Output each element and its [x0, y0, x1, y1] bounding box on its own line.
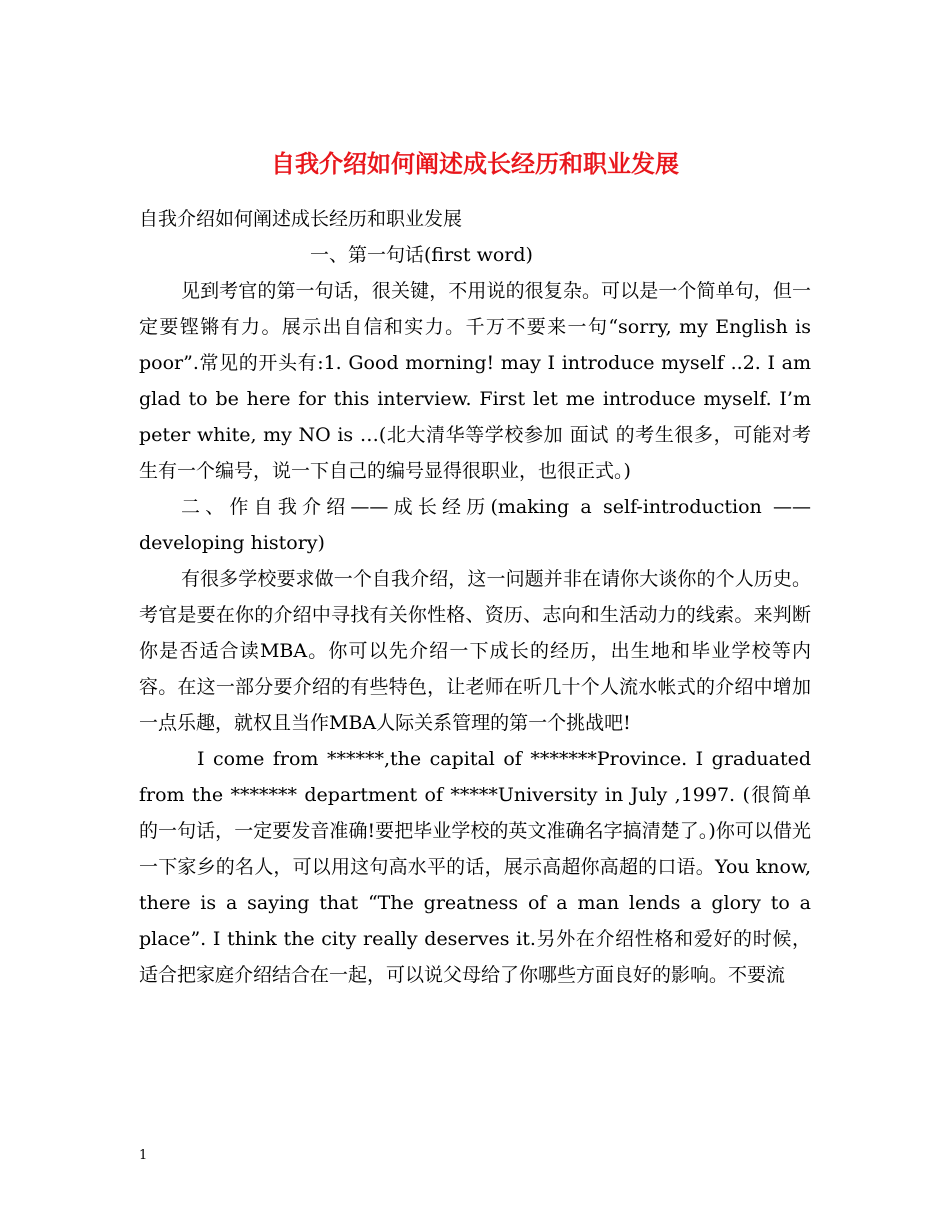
- document-subtitle: 自我介绍如何阐述成长经历和职业发展: [139, 208, 463, 230]
- page-title: 自我介绍如何阐述成长经历和职业发展: [271, 149, 679, 179]
- paragraph-hometown: I come from ******,the capital of *******Province. I graduated from the ******* department of *****University in July ,1997. (很简单的一句话，一定要发音准确!要把毕业学校的英文准确名字搞清楚了。)你可以借光一下家乡的名人，可以用这句高水平的话，展示高超你高超的口语。You know, there is a saying that “The greatness of a man lends a glory to a place”. I think the city really deserves it.另外在介绍性格和爱好的时候，适合把家庭介绍结合在一起，可以说父母给了你哪些方面良好的影响。不要流: [139, 748, 811, 986]
- document-body: [139, 201, 811, 993]
- section-heading-self-introduction: 二、作自我介绍——成长经历(making a self-introduction —— developing history): [139, 496, 811, 554]
- paragraph-self-introduction: 有很多学校要求做一个自我介绍，这一问题并非在请你大谈你的个人历史。考官是要在你的介绍中寻找有关你性格、资历、志向和生活动力的线索。来判断你是否适合读MBA。你可以先介绍一下成长的经历，出生地和毕业学校等内容。在这一部分要介绍的有些特色，让老师在听几十个人流水帐式的介绍中增加一点乐趣，就权且当作MBA人际关系管理的第一个挑战吧!: [139, 568, 811, 734]
- paragraph-first-word: 见到考官的第一句话，很关键，不用说的很复杂。可以是一个简单句，但一定要铿锵有力。展示出自信和实力。千万不要来一句“sorry, my English is poor”.常见的开头有:1. Good morning! may I introduce myself ..2. I am glad to be here for this interview. First let me introduce myself. I’m peter white, my NO is …(北大清华等学校参加 面试 的考生很多，可能对考生有一个编号，说一下自己的编号显得很职业，也很正式。): [139, 280, 811, 482]
- section-heading-first-word: 一、第一句话(first word): [310, 244, 533, 266]
- page-number: 1: [139, 1148, 148, 1163]
